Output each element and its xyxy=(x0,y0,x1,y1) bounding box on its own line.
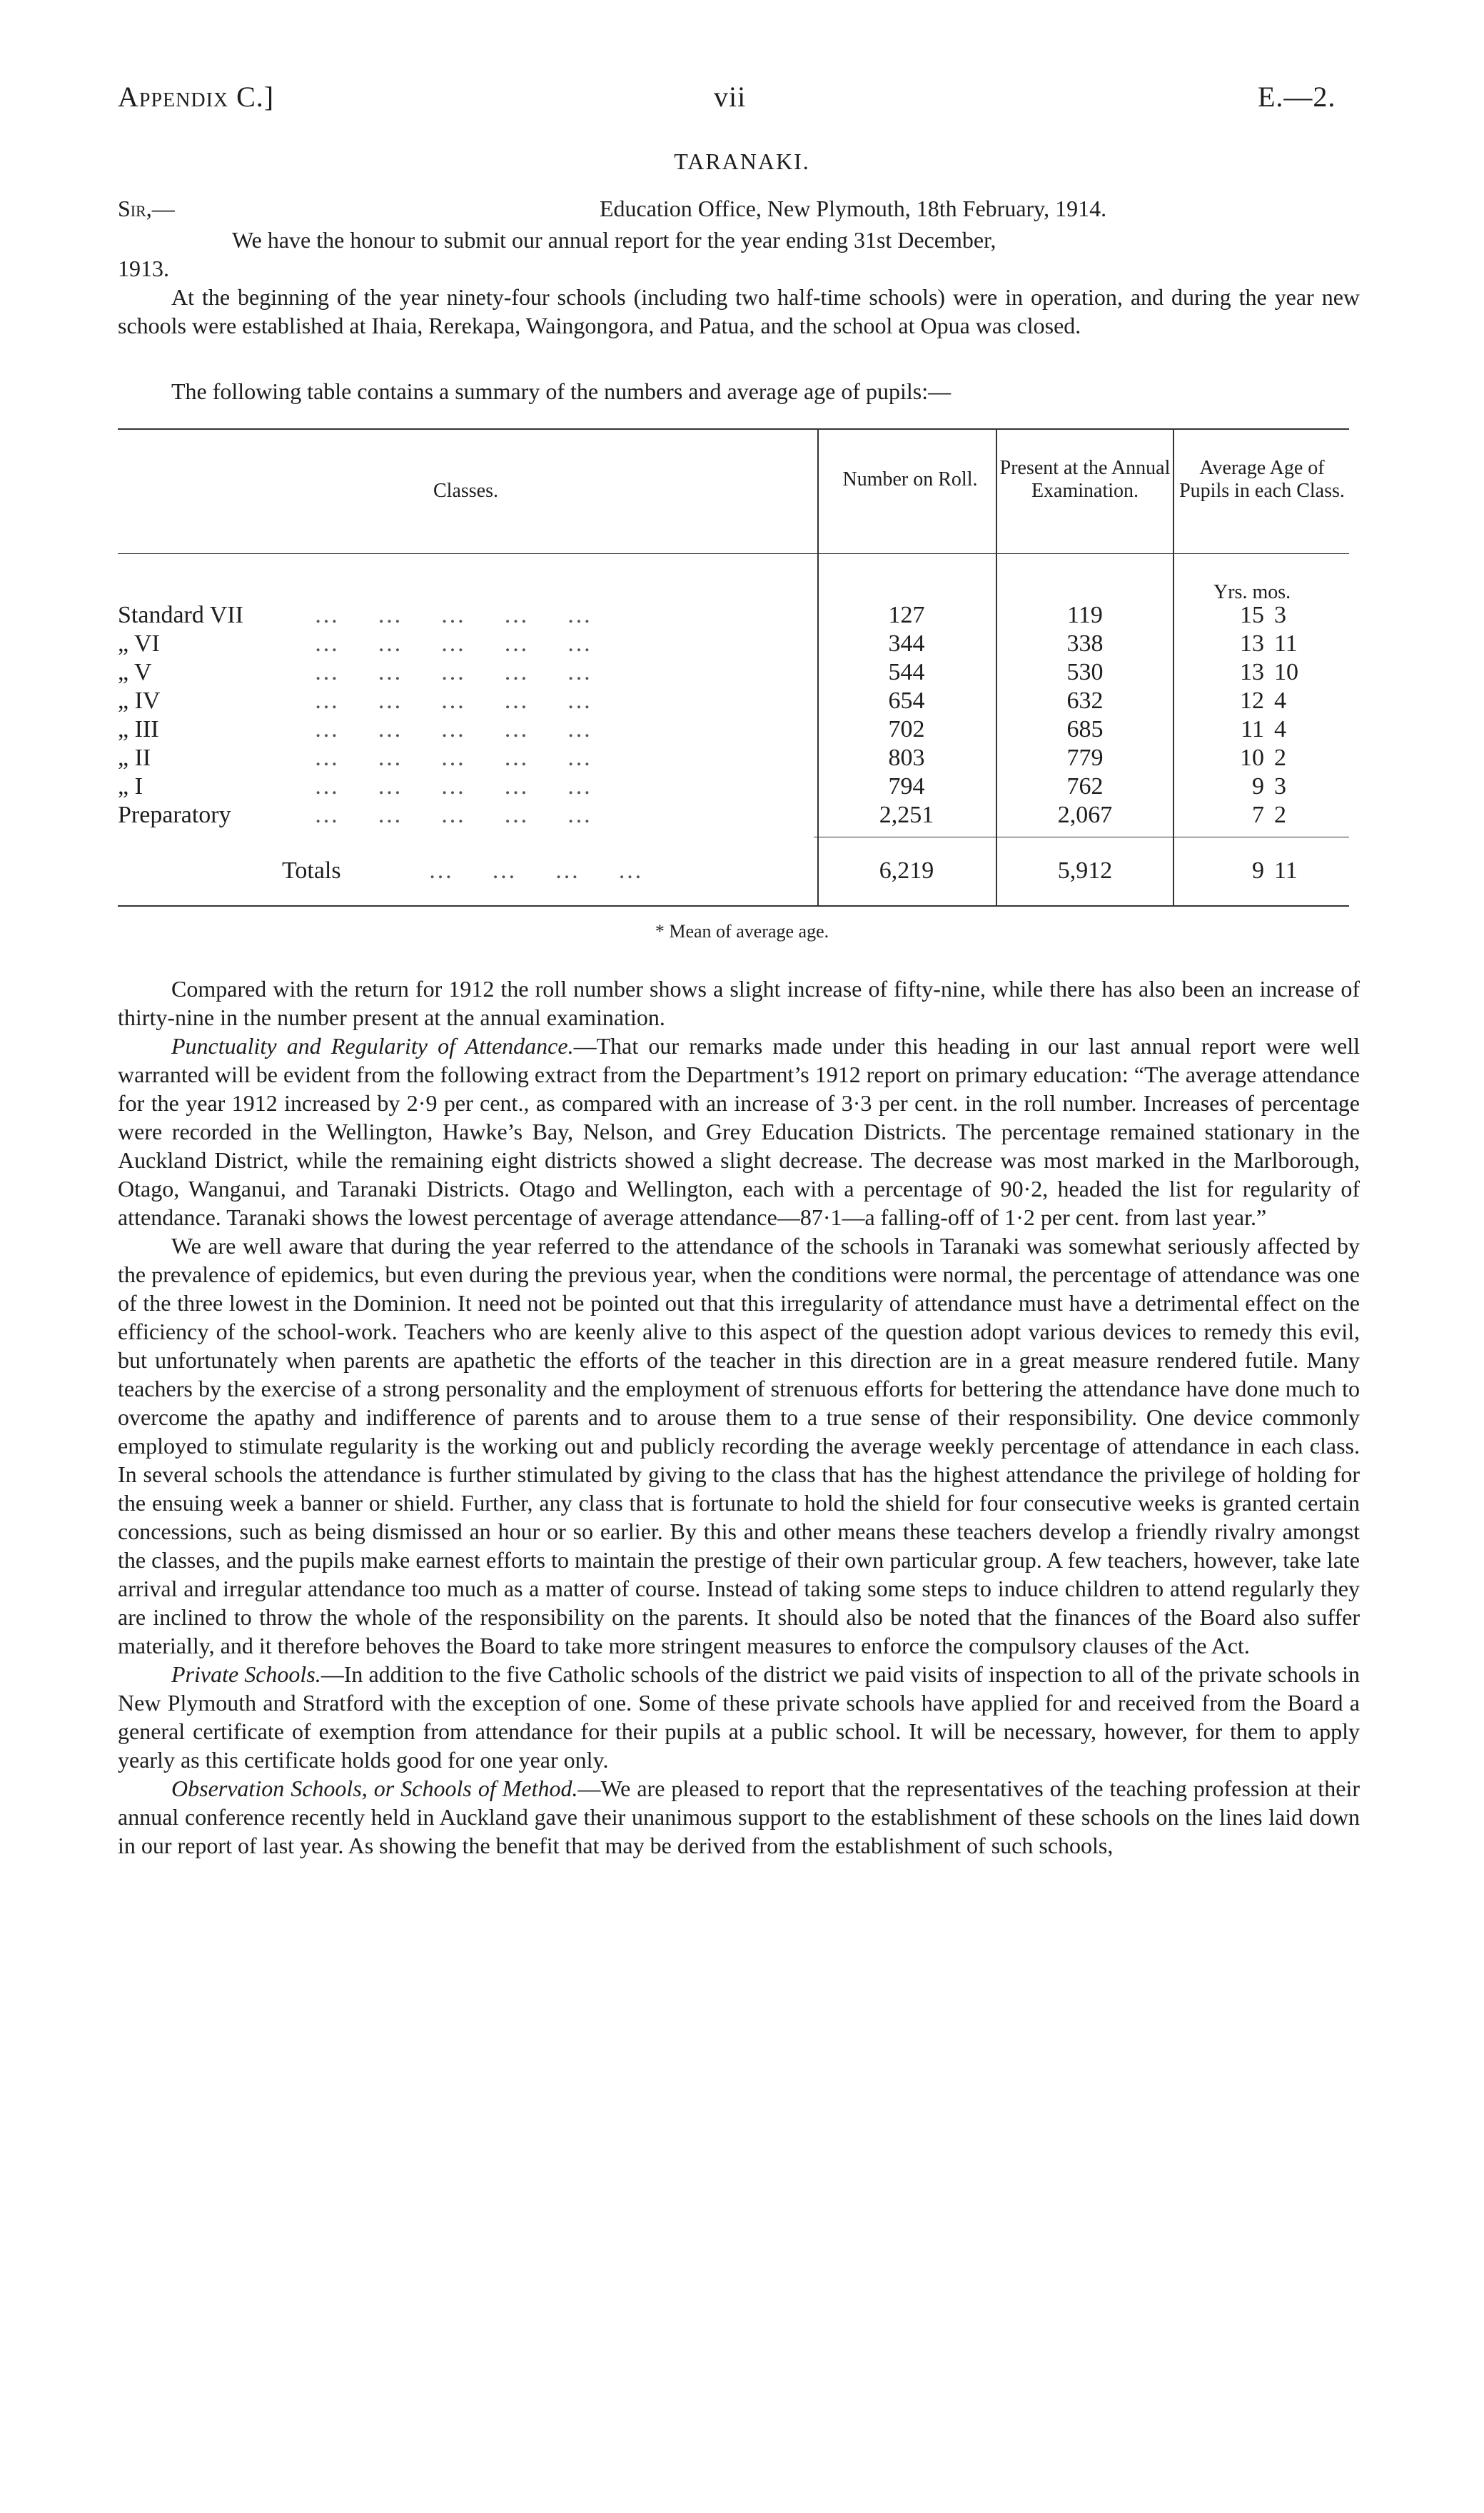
punctuality-heading: Punctuality and Regularity of Attendance. xyxy=(171,1033,574,1059)
row-label: „ I xyxy=(118,773,143,800)
row-leader: … … … … … xyxy=(314,688,592,714)
row-label: „ IV xyxy=(118,688,161,714)
totals-yrs: 9 xyxy=(1252,857,1264,884)
row-leader: … … … … … xyxy=(314,773,592,800)
table-head-rule xyxy=(118,553,1349,554)
row-age-yrs: 11 xyxy=(1241,716,1264,742)
row-age-yrs: 9 xyxy=(1252,773,1264,800)
row-leader: … … … … … xyxy=(314,716,592,742)
row-leader: … … … … … xyxy=(314,802,592,828)
section-title: TARANAKI. xyxy=(674,148,810,174)
schools-paragraph xyxy=(118,283,1360,340)
row-roll: 344 xyxy=(888,630,925,657)
row-age-yrs: 13 xyxy=(1240,659,1264,685)
col-divider-2 xyxy=(996,428,997,905)
col-divider-1 xyxy=(817,428,819,905)
row-label: Preparatory xyxy=(118,802,231,828)
private-paragraph xyxy=(118,1660,1360,1774)
totals-present: 5,912 xyxy=(1057,857,1113,884)
row-roll: 2,251 xyxy=(879,802,934,828)
row-label: „ II xyxy=(118,745,151,771)
row-present: 685 xyxy=(1066,716,1104,742)
row-age-yrs: 7 xyxy=(1252,802,1264,828)
header-classes: Classes. xyxy=(433,480,498,502)
row-leader: … … … … … xyxy=(314,602,592,628)
row-present: 632 xyxy=(1066,688,1104,714)
row-roll: 544 xyxy=(888,659,925,685)
observation-heading: Observation Schools, or Schools of Method. xyxy=(171,1776,578,1801)
schools-text: At the beginning of the year ninety-four schools (including two half-time schools) were in operation, and during the year new schools were established at Ihaia, Rerekapa, Waingongora, and Patua, and the school at Opua was closed. xyxy=(118,284,1360,338)
row-age-mos: 2 xyxy=(1274,745,1286,771)
row-age-mos: 2 xyxy=(1274,802,1286,828)
observation-text: —We are pleased to report that the representatives of the teaching profession at their annual conference recently held in Auckland gave their unanimous support to the establishment of these schools on the lines laid down in our report of last year. As showing the benefit that may be derived from the establishment of such schools, xyxy=(118,1776,1360,1858)
header-age: Average Age of Pupils in each Class. xyxy=(1179,457,1345,502)
row-age-mos: 10 xyxy=(1274,659,1298,685)
page-number: vii xyxy=(714,81,747,113)
row-present: 338 xyxy=(1066,630,1104,657)
header-present: Present at the Annual Examination. xyxy=(999,457,1171,502)
aware-paragraph: We are well aware that during the year referred to the attendance of the schools in Taranaki was somewhat seriously affected by the prevalence of epidemics, but even during the previous year, when the conditions were normal, the percentage of attendance was one of the three lowest in the Dominion. It need not be pointed out that this irregularity of attendance must have a detrimental effect on the efficiency of the school-work. Teachers who are keenly alive to this aspect of the question adopt various devices to remedy this evil, but unfortunately when parents are apathetic the efforts of the teacher in this direction are in a great measure rendered futile. Many teachers by the exercise of a strong personality and the employment of strenuous efforts for bettering the attendance have done much to overcome the apathy and indifference of parents and to arouse them to a true sense of their responsibility. One device commonly employed to stimulate regularity is the working out and publicly recording the average weekly percentage of attendance in each class. In several schools the attendance is further stimulated by giving to the class that has the highest attendance the privilege of holding for the ensuing week a banner or shield. Further, any class that is fortunate to hold the shield for four consecutive weeks is granted certain concessions, such as being dismissed an hour or so earlier. By this and other means these teachers develop a friendly rivalry amongst the classes, and the pupils make earnest efforts to maintain the prestige of their own particular group. A few teachers, however, take late arrival and irregular attendance too much as a matter of course. Instead of taking some steps to induce children to attend regularly they are inclined to throw the whole of the responsibility on the parents. It should also be noted that the finances of the Board also suffer materially, and it therefore behoves the Board to take more stringent measures to enforce the compulsory clauses of the Act. xyxy=(118,1233,1360,1658)
row-roll: 803 xyxy=(888,745,925,771)
row-age-mos: 3 xyxy=(1274,602,1286,628)
row-present: 530 xyxy=(1066,659,1104,685)
row-present: 119 xyxy=(1067,602,1103,628)
row-label: Standard VII xyxy=(118,602,243,628)
row-label: „ III xyxy=(118,716,159,742)
totals-roll: 6,219 xyxy=(879,857,934,884)
row-present: 762 xyxy=(1066,773,1104,800)
row-age-mos: 3 xyxy=(1274,773,1286,800)
document-code: E.—2. xyxy=(1258,81,1336,113)
table-footnote: * Mean of average age. xyxy=(655,921,829,942)
row-roll: 794 xyxy=(888,773,925,800)
totals-mos: 11 xyxy=(1274,857,1298,884)
row-roll: 127 xyxy=(888,602,925,628)
compared-paragraph: Compared with the return for 1912 the roll number shows a slight increase of fifty-nine, while there has also been an increase of thirty-nine in the number present at the annual examination. xyxy=(118,976,1360,1030)
row-leader: … … … … … xyxy=(314,630,592,657)
row-label: „ V xyxy=(118,659,152,685)
punctuality-paragraph xyxy=(118,1032,1360,1232)
age-units: Yrs. mos. xyxy=(1213,581,1291,603)
row-age-yrs: 13 xyxy=(1240,630,1264,657)
header-roll: Number on Roll. xyxy=(842,468,978,490)
row-age-mos: 4 xyxy=(1274,688,1286,714)
col-divider-3 xyxy=(1173,428,1174,905)
row-age-yrs: 12 xyxy=(1240,688,1264,714)
punctuality-text: —That our remarks made under this heading in our last annual report were well warranted will be evident from the following extract from the Department’s 1912 report on primary education: “The average attendance for the year 1912 increased by 2·9 per cent., as compared with an increase of 3·3 per cent. in the roll number. Increases of percentage were recorded in the Wellington, Hawke’s Bay, Nelson, and Grey Education Districts. The percentage remained stationary in the Auckland District, while the remaining eight districts showed a slight decrease. The decrease was most marked in the Marlborough, Otago, Wanganui, and Taranaki Districts. Otago and Wellington, each with a percentage of 90·2, headed the list for regularity of attendance. Taranaki shows the lowest percentage of average attendance—87·1—a falling-off of 1·2 per cent. from last year.” xyxy=(118,1033,1361,1230)
row-age-mos: 11 xyxy=(1274,630,1298,657)
table-top-rule xyxy=(118,428,1349,430)
row-label: „ VI xyxy=(118,630,160,657)
salutation: Sir,— xyxy=(118,196,175,221)
totals-leader: … … … … xyxy=(428,857,644,884)
appendix-label: Appendix C.] xyxy=(118,81,275,113)
private-heading: Private Schools. xyxy=(171,1661,321,1687)
row-present: 779 xyxy=(1066,745,1104,771)
table-intro: The following table contains a summary of the numbers and average age of pupils:— xyxy=(171,378,952,404)
body-text xyxy=(118,975,1360,1860)
row-roll: 702 xyxy=(888,716,925,742)
totals-label: Totals xyxy=(282,857,341,884)
observation-paragraph xyxy=(118,1774,1360,1860)
intro-line-2: 1913. xyxy=(118,256,169,281)
row-age-mos: 4 xyxy=(1274,716,1286,742)
dateline: Education Office, New Plymouth, 18th February, 1914. xyxy=(600,196,1107,221)
table-bottom-rule xyxy=(118,905,1349,907)
row-leader: … … … … … xyxy=(314,659,592,685)
row-present: 2,067 xyxy=(1057,802,1113,828)
row-age-yrs: 10 xyxy=(1240,745,1264,771)
row-age-yrs: 15 xyxy=(1240,602,1264,628)
private-text: —In addition to the five Catholic schools of the district we paid visits of inspection to all of the private schools in New Plymouth and Stratford with the exception of one. Some of these private schools have applied for and received from the Board a general certificate of exemption from attendance for their pupils at a public school. It will be necessary, however, for them to apply yearly as this certificate holds good for one year only. xyxy=(118,1661,1361,1773)
intro-line-1: We have the honour to submit our annual report for the year ending 31st December, xyxy=(232,227,996,253)
row-roll: 654 xyxy=(888,688,925,714)
row-leader: … … … … … xyxy=(314,745,592,771)
